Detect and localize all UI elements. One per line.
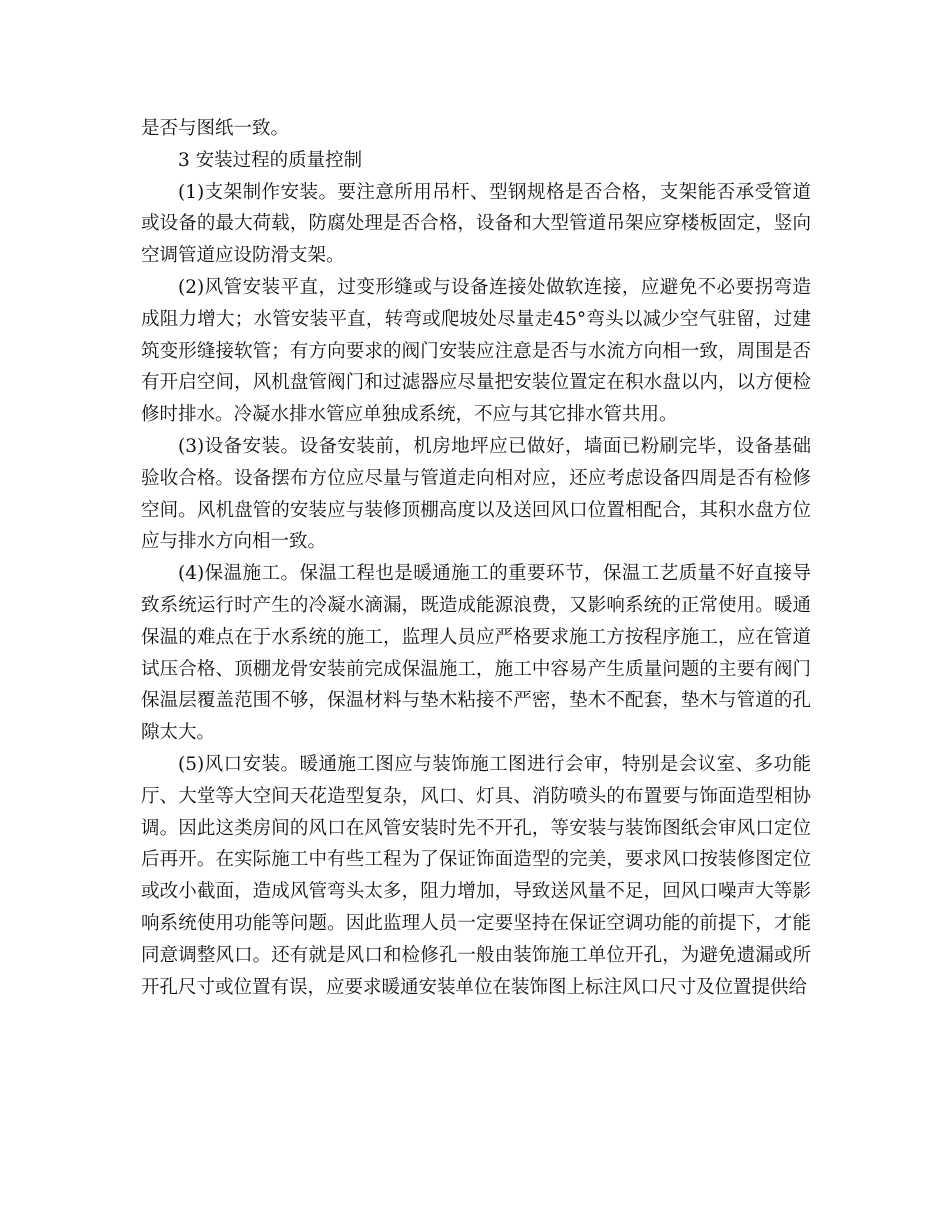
document-body [141,113,811,1003]
paragraph-duct-installation: (2)风管安装平直，过变形缝或与设备连接处做软连接，应避免不必要拐弯造成阻力增大；水管安装平直，转弯或爬坡处尽量走45°弯头以减少空气驻留，过建筑变形缝接软管；有方向要求的阀门安装应注意是否与水流方向相一致，周围是否有开启空间，风机盘管阀门和过滤器应尽量把安装位置定在积水盘以内，以方便检修时排水。冷凝水排水管应单独成系统，不应与其它排水管共用。 [141,276,811,426]
paragraph-continuation: 是否与图纸一致。 [141,118,290,139]
paragraph-insulation: (4)保温施工。保温工程也是暖通施工的重要环节，保温工艺质量不好直接导致系统运行时产生的冷凝水滴漏，既造成能源浪费，又影响系统的正常使用。暖通保温的难点在于水系统的施工，监理人员应严格要求施工方按程序施工，应在管道试压合格、顶棚龙骨安装前完成保温施工，施工中容易产生质量问题的主要有阀门保温层覆盖范围不够，保温材料与垫木粘接不严密，垫木不配套，垫木与管道的孔隙太大。 [141,563,811,744]
section-heading: 3 安装过程的质量控制 [178,149,363,171]
paragraph-air-outlet: (5)风口安装。暖通施工图应与装饰施工图进行会审，特别是会议室、多功能厅、大堂等大空间天花造型复杂，风口、灯具、消防喷头的布置要与饰面造型相协调。因此这类房间的风口在风管安装时先不开孔，等安装与装饰图纸会审风口定位后再开。在实际施工中有些工程为了保证饰面造型的完美，要求风口按装修图定位或改小截面，造成风管弯头太多，阻力增加，导致送风量不足，回风口噪声大等影响系统使用功能等问题。因此监理人员一定要坚持在保证空调功能的前提下，才能同意调整风口。还有就是风口和检修孔一般由装饰施工单位开孔，为避免遗漏或所开孔尺寸或位置有误，应要求暖通安装单位在装饰图上标注风口尺寸及位置提供给 [141,753,811,998]
paragraph-equipment-installation: (3)设备安装。设备安装前，机房地坪应已做好，墙面已粉刷完毕，设备基础验收合格。设备摆布方位应尽量与管道走向相对应，还应考虑设备四周是否有检修空间。风机盘管的安装应与装修顶棚高度以及送回风口位置相配合，其积水盘方位应与排水方向相一致。 [141,435,811,553]
paragraph-support-installation: (1)支架制作安装。要注意所用吊杆、型钢规格是否合格，支架能否承受管道或设备的最大荷载，防腐处理是否合格，设备和大型管道吊架应穿楼板固定，竖向空调管道应设防滑支架。 [141,181,811,267]
